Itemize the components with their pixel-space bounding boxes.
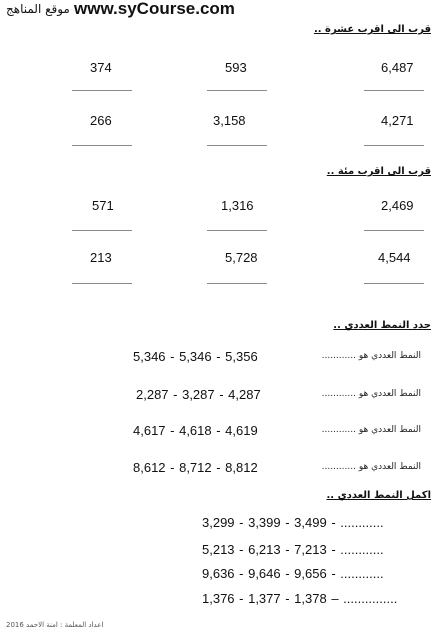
pattern-answer-label: النمط العددي هو ............ <box>321 389 421 399</box>
hundreds-r1-c1: 571 <box>92 198 114 213</box>
heading-determine-pattern: حدد النمط العددي .. <box>333 320 431 331</box>
pattern-sequence: 5,346 - 5,346 - 5,356 <box>133 349 258 364</box>
answer-line <box>364 90 424 91</box>
answer-line <box>72 90 132 91</box>
hundreds-r1-c2: 1,316 <box>221 198 254 213</box>
pattern-answer-label: النمط العددي هو ............ <box>321 351 421 361</box>
pattern-answer-label: النمط العددي هو ............ <box>321 462 421 472</box>
site-url: www.syCourse.com <box>74 0 235 18</box>
answer-line <box>72 230 132 231</box>
answer-line <box>364 145 424 146</box>
footer-credit: اعداد المعلمة : امنة الاحمد 2016 <box>6 621 104 629</box>
tens-r1-c1: 374 <box>90 60 112 75</box>
answer-line <box>72 283 132 284</box>
complete-sequence: 5,213 - 6,213 - 7,213 - ............ <box>202 542 384 557</box>
complete-sequence: 9,636 - 9,646 - 9,656 - ............ <box>202 566 384 581</box>
hundreds-r2-c3: 4,544 <box>378 250 411 265</box>
tens-r2-c2: 3,158 <box>213 113 246 128</box>
pattern-sequence: 8,612 - 8,712 - 8,812 <box>133 460 258 475</box>
pattern-answer-label: النمط العددي هو ............ <box>321 425 421 435</box>
answer-line <box>207 90 267 91</box>
pattern-sequence: 2,287 - 3,287 - 4,287 <box>136 387 261 402</box>
answer-line <box>207 230 267 231</box>
hundreds-r2-c2: 5,728 <box>225 250 258 265</box>
hundreds-r2-c1: 213 <box>90 250 112 265</box>
tens-r1-c3: 6,487 <box>381 60 414 75</box>
answer-line <box>364 283 424 284</box>
tens-r2-c3: 4,271 <box>381 113 414 128</box>
tens-r1-c2: 593 <box>225 60 247 75</box>
heading-round-tens: قرب الى اقرب عشرة .. <box>313 24 431 35</box>
answer-line <box>364 230 424 231</box>
hundreds-r1-c3: 2,469 <box>381 198 414 213</box>
answer-line <box>207 283 267 284</box>
heading-complete-pattern: اكمل النمط العددي .. <box>326 490 431 501</box>
tens-r2-c1: 266 <box>90 113 112 128</box>
answer-line <box>72 145 132 146</box>
heading-round-hundreds: قرب الى اقرب مئة .. <box>326 166 431 177</box>
complete-sequence: 3,299 - 3,399 - 3,499 - ............ <box>202 515 384 530</box>
site-name-arabic: موقع المناهج <box>6 2 70 16</box>
answer-line <box>207 145 267 146</box>
complete-sequence: 1,376 - 1,377 - 1,378 – ............... <box>202 591 398 606</box>
pattern-sequence: 4,617 - 4,618 - 4,619 <box>133 423 258 438</box>
